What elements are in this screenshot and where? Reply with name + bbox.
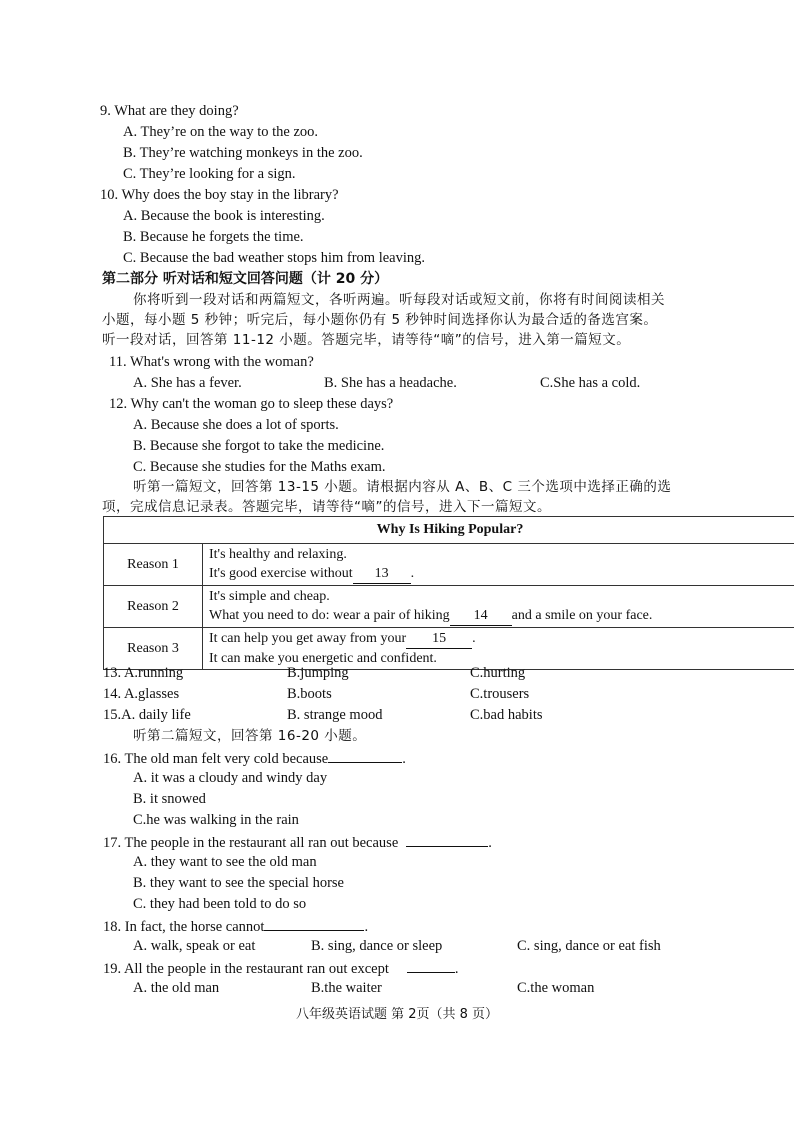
question-19-stem: 19. All the people in the restaurant ran out except bbox=[103, 961, 389, 977]
exam-page: 9. What are they doing? A. They’re on the way to the zoo. B. They’re watching monkeys in the zoo. C. They’re looking for a sign. 10. Why does the boy stay in the library? A. Because the book is interesting. B. Because he forgets the time. C. Because the bad weather stops him from leaving. 第二部分 听对话和短文回答问题（计 20 分） 你将听到一段对话和两篇短文，各听两遍。听每段对话或短文前，你将有时间阅读相关 小题，每小题 5 秒钟；听完后，每小题你仍有 5 秒钟时间选择你认为最合适的备选宫案。 听一段对话，回答第 11-12 小题。答题完毕，请等待“嘀”的信号，进入第一篇短文。 11. What's wrong with the woman? A. She has a fever. B. She has a headache. C.She has a cold. 12. Why can't the woman go to sleep these days? A. Because she does a lot of sports. B. Because she forgot to take the medicine. C. Because she studies for the Maths exam. 听第一篇短文，回答第 13-15 小题。请根据内容从 A、B、C 三个选项中选择正确的选 项，完成信息记录表。答题完毕，请等待“嘀”的信号，进入下一篇短文。 Why Is Hiking Popular? Reason 1 It's healthy and relaxing. It's good exercise without 13 . Reason 2 It's simple and cheap. What you need to do: wear a pair of hiking 14 and a smile on your face. Reason 3 It can help you get away from your 15 . It can make you energetic and confident. 13. A.running B.jumping C.hurting 14. A.glasses B.boots C.trousers 15.A. daily life B. strange mood C.bad habits 听第二篇短文，回答第 16-20 小题。 16. The old man felt very cold because . A. it was a cloudy and windy day B. it snowed C.he was walking in the rain 17. The people in the restaurant all ran out because . A. they want to see the old man B. they want to see the special horse C. they had been told to do so 18. In fact, the horse cannot . A. walk, speak or eat B. sing, dance or sleep C. sing, dance or eat fish 19. All the people in the restaurant ran out except . A. the old man B.the waiter C.the woman 八年级英语试题 第 2页（共 8 页） bbox=[0, 0, 794, 1123]
answer-blank-14[interactable]: 14 bbox=[450, 606, 512, 626]
question-15-option-a: 15.A. daily life bbox=[103, 707, 191, 723]
row-label: Reason 2 bbox=[104, 586, 203, 628]
row-label: Reason 3 bbox=[104, 628, 203, 670]
answer-blank-19[interactable] bbox=[407, 958, 455, 973]
question-12-option-a: A. Because she does a lot of sports. bbox=[133, 417, 339, 433]
passage-1-intro-line-1: 听第一篇短文，回答第 13-15 小题。请根据内容从 A、B、C 三个选项中选择正确的选 bbox=[133, 479, 672, 495]
question-16-option-b: B. it snowed bbox=[133, 791, 206, 807]
question-16-option-a: A. it was a cloudy and windy day bbox=[133, 770, 328, 786]
table-row-reason-1 bbox=[104, 544, 794, 586]
row-line-after-blank: . bbox=[472, 631, 476, 646]
part-2-heading: 第二部分 听对话和短文回答问题（计 20 分） bbox=[102, 271, 389, 287]
question-12-stem: 12. Why can't the woman go to sleep these days? bbox=[109, 396, 394, 412]
answer-blank-16[interactable] bbox=[328, 748, 402, 763]
question-19-option-c: C.the woman bbox=[517, 980, 595, 996]
question-10-option-c: C. Because the bad weather stops him from leaving. bbox=[123, 250, 426, 266]
question-9-option-b: B. They’re watching monkeys in the zoo. bbox=[123, 145, 363, 161]
row-line-after-blank: and a smile on your face. bbox=[511, 608, 653, 623]
answer-blank-15[interactable]: 15 bbox=[406, 629, 472, 649]
question-14-option-b: B.boots bbox=[287, 686, 332, 702]
passage-1-intro-line-2: 项，完成信息记录表。答题完毕，请等待“嘀”的信号，进入下一篇短文。 bbox=[102, 499, 551, 515]
question-10-option-b: B. Because he forgets the time. bbox=[123, 229, 304, 245]
row-line-before-blank: It's good exercise without bbox=[209, 566, 353, 581]
table-title: Why Is Hiking Popular? bbox=[104, 517, 794, 544]
answer-blank-17[interactable] bbox=[406, 832, 488, 847]
page-footer: 八年级英语试题 第 2页（共 8 页） bbox=[295, 1007, 499, 1022]
answer-blank-18[interactable] bbox=[264, 916, 364, 931]
question-13-option-b: B.jumping bbox=[287, 665, 349, 681]
row-line-before-blank: It can help you get away from your bbox=[209, 631, 407, 646]
question-18-option-b: B. sing, dance or sleep bbox=[311, 938, 443, 954]
question-18-option-c: C. sing, dance or eat fish bbox=[517, 938, 661, 954]
row-line-before-blank: What you need to do: wear a pair of hiking bbox=[209, 608, 450, 623]
table-row-reason-2 bbox=[104, 586, 794, 628]
row-line: It's simple and cheap. bbox=[209, 589, 330, 604]
question-11-stem: 11. What's wrong with the woman? bbox=[109, 354, 314, 370]
part-2-intro-line-1: 你将听到一段对话和两篇短文，各听两遍。听每段对话或短文前，你将有时间阅读相关 bbox=[133, 292, 665, 308]
question-13-option-c: C.hurting bbox=[470, 665, 526, 681]
row-line-after-blank: . bbox=[410, 566, 415, 581]
question-19-option-b: B.the waiter bbox=[311, 980, 382, 996]
question-9-option-a: A. They’re on the way to the zoo. bbox=[123, 124, 319, 140]
question-11-option-c: C.She has a cold. bbox=[540, 375, 641, 391]
question-17-option-a: A. they want to see the old man bbox=[133, 854, 317, 870]
row-label: Reason 1 bbox=[104, 544, 203, 586]
part-2-intro-line-2: 小题，每小题 5 秒钟；听完后，每小题你仍有 5 秒钟时间选择你认为最合适的备选宫案。 bbox=[102, 312, 658, 328]
question-13-option-a: 13. A.running bbox=[103, 665, 184, 681]
question-15-option-b: B. strange mood bbox=[287, 707, 383, 723]
question-16-option-c: C.he was walking in the rain bbox=[133, 812, 299, 828]
question-17-option-b: B. they want to see the special horse bbox=[133, 875, 344, 891]
question-14-option-a: 14. A.glasses bbox=[103, 686, 180, 702]
row-line: It can make you energetic and confident. bbox=[209, 651, 437, 666]
question-16-stem: 16. The old man felt very cold because bbox=[103, 751, 329, 767]
question-12-option-b: B. Because she forgot to take the medicine. bbox=[133, 438, 385, 454]
question-11-option-b: B. She has a headache. bbox=[324, 375, 457, 391]
question-17-option-c: C. they had been told to do so bbox=[133, 896, 307, 912]
question-18-stem: 18. In fact, the horse cannot bbox=[103, 919, 265, 935]
question-17-stem: 17. The people in the restaurant all ran out because bbox=[103, 835, 399, 851]
question-10-option-a: A. Because the book is interesting. bbox=[123, 208, 325, 224]
question-10-stem: 10. Why does the boy stay in the library? bbox=[100, 187, 339, 203]
question-11-option-a: A. She has a fever. bbox=[133, 375, 242, 391]
part-2-intro-line-3: 听一段对话，回答第 11-12 小题。答题完毕，请等待“嘀”的信号，进入第一篇短文。 bbox=[102, 332, 631, 348]
question-15-option-c: C.bad habits bbox=[470, 707, 543, 723]
question-9-option-c: C. They’re looking for a sign. bbox=[123, 166, 296, 182]
row-line: It's healthy and relaxing. bbox=[209, 547, 347, 562]
question-12-option-c: C. Because she studies for the Maths exam. bbox=[133, 459, 386, 475]
info-record-table bbox=[103, 516, 794, 670]
question-9-stem: 9. What are they doing? bbox=[100, 103, 239, 119]
passage-2-intro: 听第二篇短文，回答第 16-20 小题。 bbox=[133, 728, 367, 744]
answer-blank-13[interactable]: 13 bbox=[353, 564, 411, 584]
question-18-option-a: A. walk, speak or eat bbox=[133, 938, 256, 954]
question-19-option-a: A. the old man bbox=[133, 980, 220, 996]
question-14-option-c: C.trousers bbox=[470, 686, 530, 702]
table-row-reason-3 bbox=[104, 628, 794, 670]
